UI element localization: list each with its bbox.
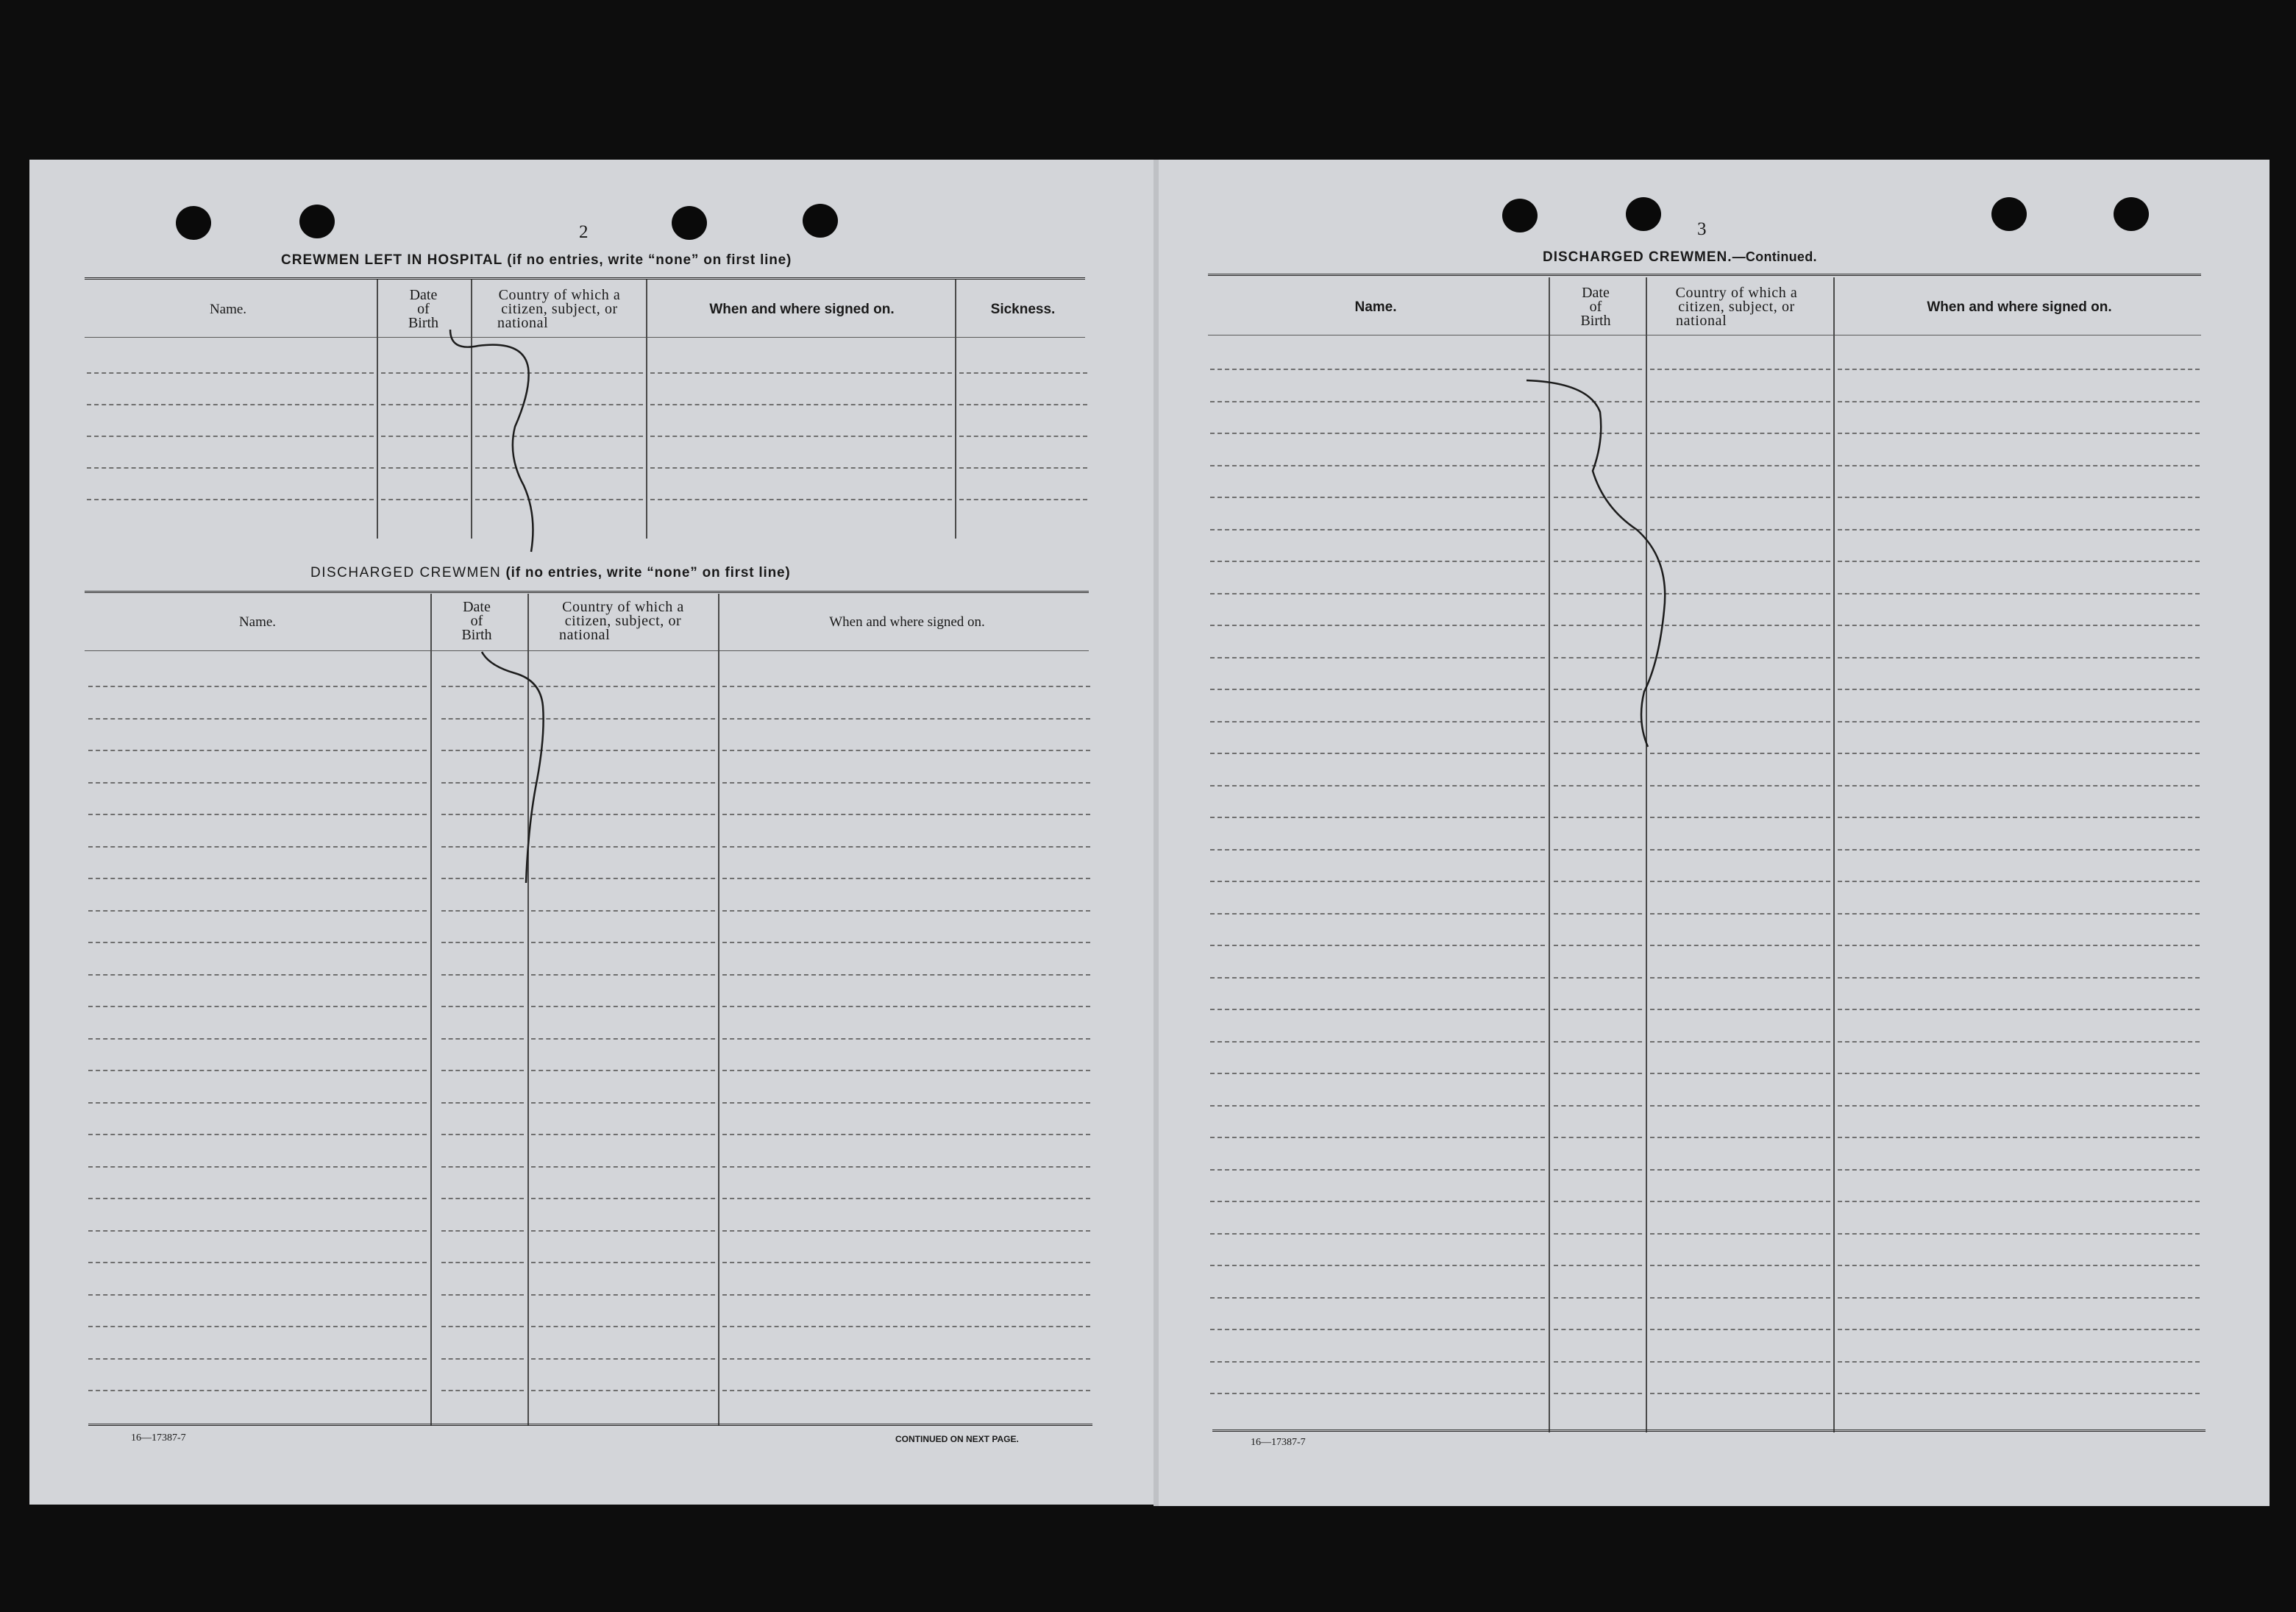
dob-line: Date: [1582, 285, 1610, 301]
right-strike-mark: [1526, 380, 1665, 747]
hospital-instruction: (if no entries, write “none” on first line): [507, 252, 792, 268]
hospital-col-name: Name.: [209, 302, 247, 317]
dob-line: Birth: [408, 315, 439, 331]
page-number: 3: [1697, 219, 1707, 239]
country-line: citizen, subject, or: [501, 301, 618, 317]
discharged-instruction: (if no entries, write “none” on first line): [505, 565, 791, 580]
continued-note: CONTINUED ON NEXT PAGE.: [895, 1434, 1019, 1444]
country-line: citizen, subject, or: [1678, 299, 1795, 315]
right-col-name: Name.: [1354, 299, 1397, 315]
hospital-col-sickness: Sickness.: [990, 302, 1056, 317]
dob-line: Birth: [1580, 313, 1611, 329]
dob-line: Date: [409, 287, 438, 303]
country-line: national: [497, 315, 549, 331]
country-line: Country of which a: [1675, 285, 1798, 301]
form-number: 16—17387-7: [1251, 1437, 1306, 1448]
form-number: 16—17387-7: [131, 1432, 186, 1444]
dob-line: of: [1589, 299, 1602, 315]
dob-line: of: [470, 613, 483, 629]
country-line: national: [559, 627, 611, 643]
right-title-suffix: —Continued.: [1732, 249, 1817, 264]
country-line: Country of which a: [562, 599, 684, 615]
hospital-strike-mark: [450, 330, 533, 552]
right-title-text: DISCHARGED CREWMEN.: [1543, 249, 1732, 265]
discharged-title-text: DISCHARGED CREWMEN: [310, 565, 502, 580]
country-line: citizen, subject, or: [564, 613, 682, 629]
dob-line: Date: [463, 599, 491, 615]
discharged-strike-mark: [482, 652, 544, 883]
dob-line: Birth: [461, 627, 492, 643]
discharged-col-signed-on: When and where signed on.: [829, 614, 985, 630]
page-number: 2: [579, 222, 589, 242]
discharged-col-name: Name.: [238, 614, 277, 630]
right-col-signed-on: When and where signed on.: [1927, 299, 2112, 315]
dob-line: of: [417, 301, 430, 317]
hospital-title-text: CREWMEN LEFT IN HOSPITAL: [281, 252, 502, 268]
hospital-col-signed-on: When and where signed on.: [709, 302, 895, 317]
country-line: Country of which a: [498, 287, 621, 303]
country-line: national: [1676, 313, 1727, 329]
